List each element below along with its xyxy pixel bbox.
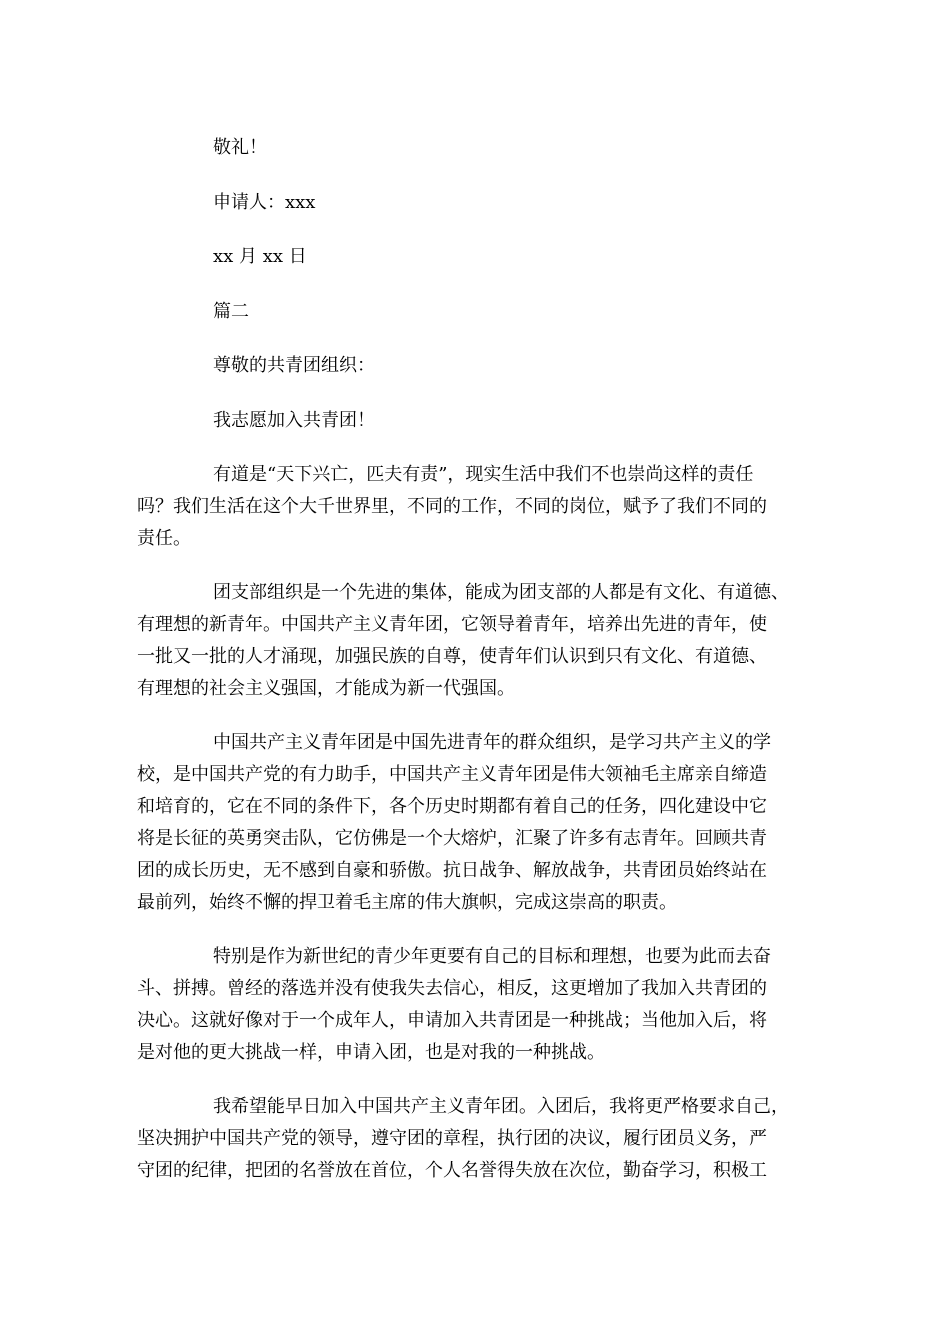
paragraph-line: 是对他的更大挑战一样，申请入团，也是对我的一种挑战。 [137, 1042, 605, 1063]
paragraph-line: 决心。这就好像对于一个成年人，申请加入共青团是一种挑战；当他加入后，将 [137, 1010, 767, 1031]
body-paragraph-4 [137, 941, 812, 1069]
applicant-signature: 申请人：xxx [213, 191, 316, 213]
paragraph-line: 守团的纪律，把团的名誉放在首位，个人名誉得失放在次位，勤奋学习，积极工 [137, 1160, 767, 1181]
paragraph-line: 将是长征的英勇突击队，它仿佛是一个大熔炉，汇聚了许多有志青年。回顾共青 [137, 828, 767, 849]
paragraph-line: 最前列，始终不懈的捍卫着毛主席的伟大旗帜，完成这崇高的职责。 [137, 892, 677, 913]
paragraph-line: 我希望能早日加入中国共产主义青年团。入团后，我将更严格要求自己， [213, 1096, 789, 1117]
paragraph-line: 一批又一批的人才涌现，加强民族的自尊，使青年们认识到只有文化、有道德、 [137, 646, 767, 667]
paragraph-line: 有理想的新青年。中国共产主义青年团，它领导着青年，培养出先进的青年，使 [137, 614, 767, 635]
paragraph-line: 有理想的社会主义强国，才能成为新一代强国。 [137, 678, 515, 699]
paragraph-line: 和培育的，它在不同的条件下，各个历史时期都有着自己的任务，四化建设中它 [137, 796, 767, 817]
body-paragraph-1 [137, 459, 812, 555]
paragraph-line: 责任。 [137, 528, 191, 549]
letter-declaration: 我志愿加入共青团！ [213, 409, 375, 431]
paragraph-line: 团的成长历史，无不感到自豪和骄傲。抗日战争、解放战争，共青团员始终站在 [137, 860, 767, 881]
paragraph-line: 斗、拼搏。曾经的落选并没有使我失去信心，相反，这更增加了我加入共青团的 [137, 978, 767, 999]
paragraph-line: 团支部组织是一个先进的集体，能成为团支部的人都是有文化、有道德、 [213, 582, 789, 603]
letter-date: xx 月 xx 日 [213, 246, 307, 267]
paragraph-line: 有道是“天下兴亡，匹夫有责”，现实生活中我们不也崇尚这样的责任 [213, 464, 754, 485]
body-paragraph-2 [137, 577, 812, 705]
closing-salute: 敬礼！ [213, 137, 267, 158]
paragraph-line: 坚决拥护中国共产党的领导，遵守团的章程，执行团的决议，履行团员义务，严 [137, 1128, 767, 1149]
section-title: 篇二 [213, 300, 249, 322]
body-paragraph-3 [137, 727, 812, 919]
body-paragraph-5 [137, 1091, 812, 1187]
paragraph-line: 特别是作为新世纪的青少年更要有自己的目标和理想，也要为此而去奋 [213, 946, 771, 967]
paragraph-line: 中国共产主义青年团是中国先进青年的群众组织，是学习共产主义的学 [213, 732, 771, 753]
paragraph-line: 吗？我们生活在这个大千世界里，不同的工作，不同的岗位，赋予了我们不同的 [137, 496, 767, 517]
paragraph-line: 校，是中国共产党的有力助手，中国共产主义青年团是伟大领袖毛主席亲自缔造 [137, 764, 767, 785]
letter-greeting: 尊敬的共青团组织： [213, 355, 375, 376]
document-page [137, 132, 812, 1209]
